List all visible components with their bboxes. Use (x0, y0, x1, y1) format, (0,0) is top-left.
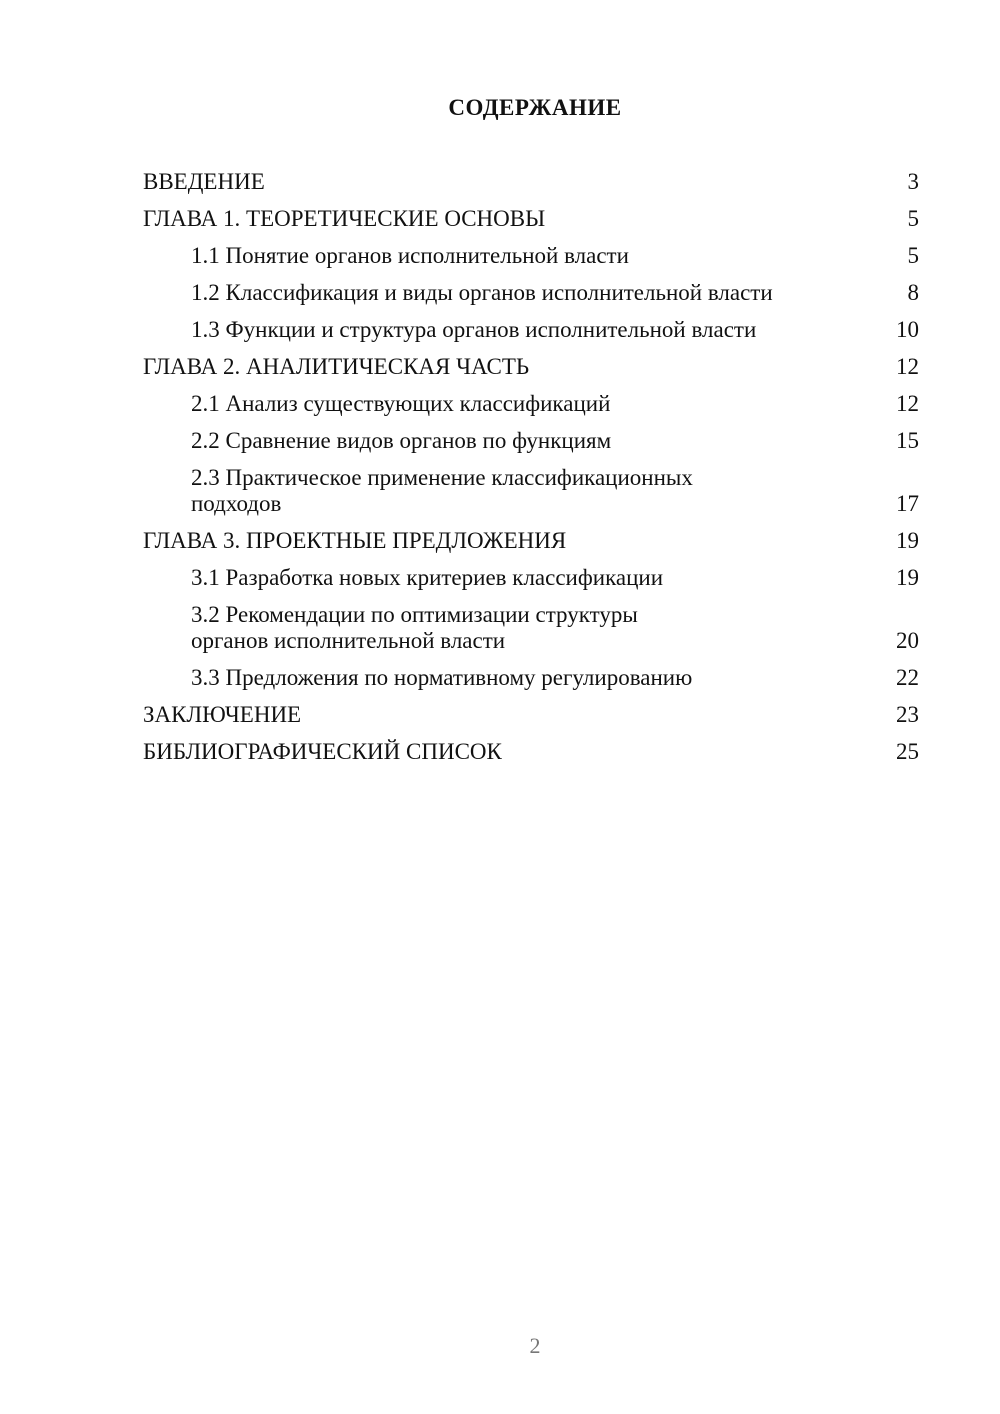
toc-entry-section-3-1[interactable] (143, 565, 919, 591)
toc-entry-bibliography[interactable] (143, 739, 919, 765)
toc-entry-section-1-1[interactable] (143, 243, 919, 269)
toc-entry-label: ГЛАВА 3. ПРОЕКТНЫЕ ПРЕДЛОЖЕНИЯ (143, 528, 567, 553)
toc-entry-label: 3.3 Предложения по нормативному регулированию (191, 665, 693, 690)
toc-entry-page: 10 (896, 317, 919, 342)
toc-entry-page: 12 (896, 391, 919, 416)
toc-entry-section-1-3[interactable] (143, 317, 919, 343)
toc-entry-chapter-3[interactable] (143, 528, 919, 554)
page-number: 2 (529, 1333, 541, 1358)
toc-entry-introduction[interactable] (143, 169, 919, 195)
toc-entry-page: 3 (907, 169, 919, 194)
toc-entry-page: 25 (896, 739, 919, 764)
toc-entry-label: 2.2 Сравнение видов органов по функциям (191, 428, 612, 453)
toc-entry-section-3-2[interactable] (143, 602, 919, 654)
toc-entry-label: 2.1 Анализ существующих классификаций (191, 391, 611, 416)
toc-entry-label: БИБЛИОГРАФИЧЕСКИЙ СПИСОК (143, 739, 502, 764)
toc-entry-section-2-2[interactable] (143, 428, 919, 454)
toc-entry-page: 5 (907, 206, 919, 231)
toc-entry-label: 1.1 Понятие органов исполнительной власти (191, 243, 629, 268)
toc-entry-section-2-1[interactable] (143, 391, 919, 417)
toc-entry-label: ВВЕДЕНИЕ (143, 169, 265, 194)
toc-entry-conclusion[interactable] (143, 702, 919, 728)
toc-entry-page: 22 (896, 665, 919, 690)
toc-entry-section-2-3[interactable] (143, 465, 919, 517)
toc-entry-page: 17 (896, 491, 919, 516)
toc-entry-page: 5 (907, 243, 919, 268)
toc-entry-label: 3.1 Разработка новых критериев классификации (191, 565, 664, 590)
toc-entry-page: 20 (896, 628, 919, 653)
toc-entry-chapter-2[interactable] (143, 354, 919, 380)
toc-entry-page: 8 (907, 280, 919, 305)
page-title: СОДЕРЖАНИЕ (448, 95, 622, 120)
toc-entry-label: ГЛАВА 2. АНАЛИТИЧЕСКАЯ ЧАСТЬ (143, 354, 530, 379)
toc-entry-page: 12 (896, 354, 919, 379)
toc-entry-section-3-3[interactable] (143, 665, 919, 691)
toc-entry-section-1-2[interactable] (143, 280, 919, 306)
toc-entry-page: 19 (896, 528, 919, 553)
toc-entry-label: 1.2 Классификация и виды органов исполнительной власти (191, 280, 773, 305)
toc-entry-page: 15 (896, 428, 919, 453)
toc-entry-label: ЗАКЛЮЧЕНИЕ (143, 702, 302, 727)
toc-entry-label: 1.3 Функции и структура органов исполнительной власти (191, 317, 757, 342)
table-of-contents (143, 169, 919, 776)
toc-entry-page: 23 (896, 702, 919, 727)
toc-entry-label: ГЛАВА 1. ТЕОРЕТИЧЕСКИЕ ОСНОВЫ (143, 206, 546, 231)
toc-entry-label: 3.2 Рекомендации по оптимизации структуры органов исполнительной власти (191, 602, 638, 653)
toc-entry-page: 19 (896, 565, 919, 590)
toc-entry-label: 2.3 Практическое применение классификационных подходов (191, 465, 693, 516)
toc-entry-chapter-1[interactable] (143, 206, 919, 232)
